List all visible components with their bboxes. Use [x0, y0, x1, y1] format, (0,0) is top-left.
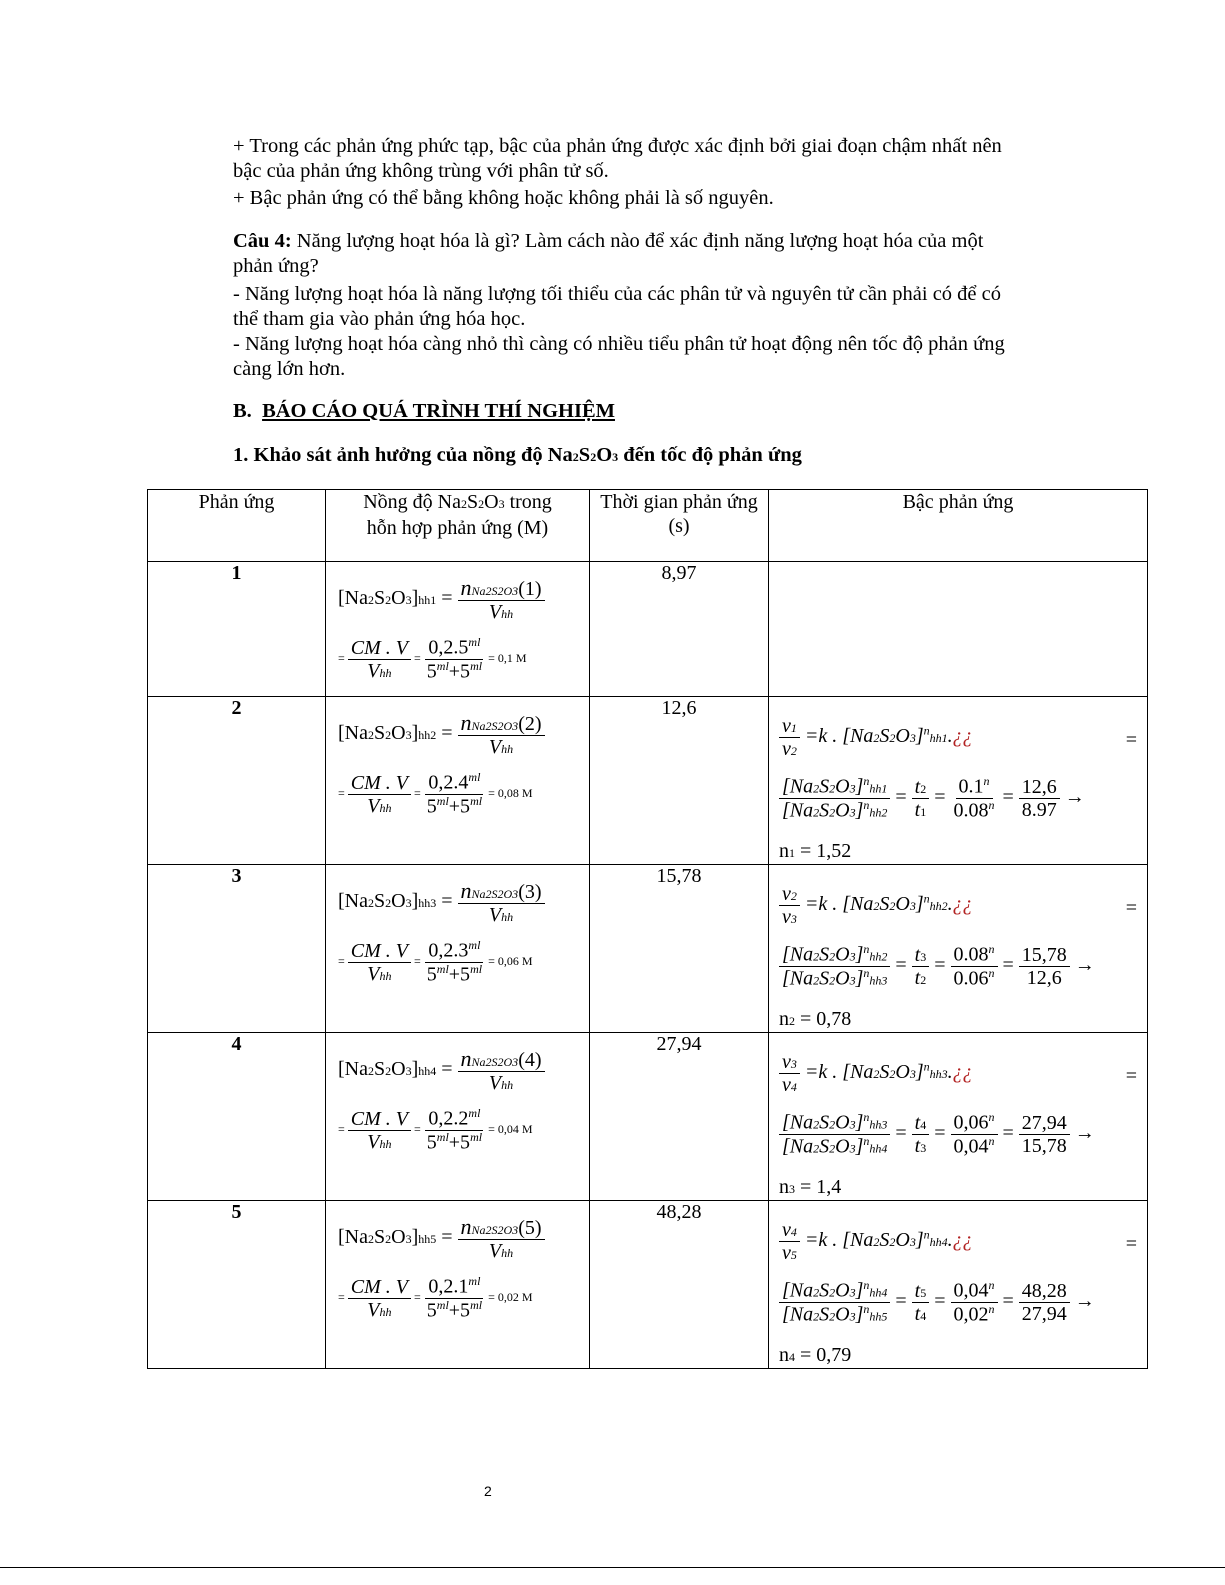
rate-ratio: $\frac{v1}{v2}$ =k . $[Na2S2O3]^nhh1.¿¿$ = — [779, 715, 1137, 760]
order-result: n1 = 1,52 — [779, 840, 852, 862]
rate-ratio: $\frac{v2}{v3}$ =k . $[Na2S2O3]^nhh2.¿¿$ = — [779, 883, 1137, 928]
concentration-formula: [Na2S2O3]hh3 = $\frac{\text{nNa2S2O3(3)}}{\text{Vhh}}$ — [338, 879, 545, 926]
time-cell: 15,78 — [590, 865, 769, 1033]
answer-line-2: - Năng lượng hoạt hóa càng nhỏ thì càng có nhiều tiểu phân tử hoạt động nên tốc độ phản ứng càng lớn hơn. — [233, 333, 1005, 380]
header-conc-a: Nồng độ Na — [363, 491, 461, 513]
concentration-calc: = $\frac{CM . V}{\text{Vhh}}$ = $\frac{0,2.3^{ml}}{5^{ml}+5^{ml}}$ = 0,06 M — [338, 938, 533, 986]
time-cell: 27,94 — [590, 1033, 769, 1201]
concentration-calc: = $\frac{CM . V}{\text{Vhh}}$ = $\frac{0,2.1^{ml}}{5^{ml}+5^{ml}}$ = 0,02 M — [338, 1274, 533, 1322]
table-row — [148, 697, 1148, 865]
intro-paragraph-1: + Trong các phản ứng phức tạp, bậc của phản ứng được xác định bởi giai đoạn chậm nhất nên bậc của phản ứng không trùng với phân tử số. — [233, 135, 1002, 182]
subsection-sub-2: 2 — [590, 450, 597, 464]
header-time: Thời gian phản ứng (s) — [590, 490, 769, 562]
header-reaction: Phản ứng — [148, 490, 326, 562]
concentration-cell — [326, 1033, 590, 1201]
subsection-mid-2: O — [596, 444, 613, 466]
reaction-number: 5 — [148, 1201, 326, 1369]
time-cell: 8,97 — [590, 562, 769, 697]
reaction-number: 2 — [148, 697, 326, 865]
rate-ratio: $\frac{v4}{v5}$ =k . $[Na2S2O3]^nhh4.¿¿$ = — [779, 1219, 1137, 1264]
header-concentration: Nồng độ Na2S2O3 trong hỗn hợp phản ứng (M) — [326, 490, 590, 562]
section-b-heading — [233, 399, 1013, 424]
concentration-calc: = $\frac{CM . V}{\text{Vhh}}$ = $\frac{0,2.4^{ml}}{5^{ml}+5^{ml}}$ = 0,08 M — [338, 770, 533, 818]
order-result: n2 = 0,78 — [779, 1008, 852, 1030]
order-result: n3 = 1,4 — [779, 1176, 842, 1198]
concentration-calc: = $\frac{CM . V}{\text{Vhh}}$ = $\frac{0,2.5^{ml}}{5^{ml}+5^{ml}}$ = 0,1 M — [338, 635, 527, 683]
concentration-formula: [Na2S2O3]hh2 = $\frac{\text{nNa2S2O3(2)}}{\text{Vhh}}$ — [338, 711, 545, 758]
reaction-number: 4 — [148, 1033, 326, 1201]
table-row — [148, 1033, 1148, 1201]
answer-line-1: - Năng lượng hoạt hóa là năng lượng tối thiểu của các phân tử và nguyên tử cần phải có để có thể tham gia vào phản ứng hóa học. — [233, 283, 1002, 330]
header-conc-e: hỗn hợp phản ứng (M) — [366, 517, 549, 539]
order-result: n4 = 0,79 — [779, 1344, 852, 1366]
time-cell: 12,6 — [590, 697, 769, 865]
time-cell: 48,28 — [590, 1201, 769, 1369]
order-cell — [769, 1201, 1148, 1369]
table-row — [148, 865, 1148, 1033]
concentration-cell — [326, 865, 590, 1033]
subsection-pre: 1. Khảo sát ảnh hưởng của nồng độ Na — [233, 444, 573, 466]
rate-ratio: $\frac{v3}{v4}$ =k . $[Na2S2O3]^nhh3.¿¿$ = — [779, 1051, 1137, 1096]
page-number: 2 — [484, 1483, 492, 1499]
experiment-table — [147, 489, 1148, 1369]
order-cell — [769, 562, 1148, 697]
concentration-formula: [Na2S2O3]hh5 = $\frac{\text{nNa2S2O3(5)}}{\text{Vhh}}$ — [338, 1215, 545, 1262]
section-b-label: B. — [233, 400, 252, 422]
subsection-post: đến tốc độ phản ứng — [618, 444, 802, 466]
reaction-number: 3 — [148, 865, 326, 1033]
subsection-sub-1: 2 — [572, 450, 579, 464]
table-row — [148, 1201, 1148, 1369]
order-cell — [769, 1033, 1148, 1201]
concentration-formula: [Na2S2O3]hh1 = $\frac{\text{nNa2S2O3(1)}}{\text{Vhh}}$ — [338, 576, 545, 623]
footer-line — [0, 1567, 1225, 1568]
subsection-sub-3: 3 — [612, 450, 619, 464]
concentration-calc: = $\frac{CM . V}{\text{Vhh}}$ = $\frac{0,2.2^{ml}}{5^{ml}+5^{ml}}$ = 0,04 M — [338, 1106, 533, 1154]
order-cell — [769, 697, 1148, 865]
subsection-mid: S — [578, 444, 591, 466]
header-conc-b: S — [466, 491, 479, 513]
concentration-cell — [326, 1201, 590, 1369]
header-order: Bậc phản ứng — [769, 490, 1148, 562]
header-conc-c: O — [484, 491, 499, 513]
concentration-ratio: $\frac{[Na2S2O3]^nhh1}{[Na2S2O3]^nhh2}$ = $\frac{t2}{t1}$ = $\frac{0.1^n}{0.08^n}$ = $\frac{12,6}{8.97}$ → — [779, 775, 1137, 821]
concentration-ratio: $\frac{[Na2S2O3]^nhh3}{[Na2S2O3]^nhh4}$ = $\frac{t4}{t3}$ = $\frac{0,06^n}{0,04^n}$ = $\frac{27,94}{15,78}$ → — [779, 1111, 1137, 1157]
reaction-number: 1 — [148, 562, 326, 697]
question-4 — [233, 229, 1013, 279]
concentration-formula: [Na2S2O3]hh4 = $\frac{\text{nNa2S2O3(4)}}{\text{Vhh}}$ — [338, 1047, 545, 1094]
question-label: Câu 4: — [233, 230, 292, 252]
table-row — [148, 562, 1148, 697]
order-cell — [769, 865, 1148, 1033]
section-b-title: BÁO CÁO QUÁ TRÌNH THÍ NGHIỆM — [262, 400, 615, 422]
concentration-cell — [326, 562, 590, 697]
intro-paragraph-2: + Bậc phản ứng có thể bằng không hoặc không phải là số nguyên. — [233, 187, 774, 209]
concentration-ratio: $\frac{[Na2S2O3]^nhh2}{[Na2S2O3]^nhh3}$ = $\frac{t3}{t2}$ = $\frac{0.08^n}{0.06^n}$ = $\frac{15,78}{12,6}$ → — [779, 943, 1137, 989]
concentration-ratio: $\frac{[Na2S2O3]^nhh4}{[Na2S2O3]^nhh5}$ = $\frac{t5}{t4}$ = $\frac{0,04^n}{0,02^n}$ = $\frac{48,28}{27,94}$ → — [779, 1279, 1137, 1325]
question-text: Năng lượng hoạt hóa là gì? Làm cách nào để xác định năng lượng hoạt hóa của một phản ứng? — [233, 230, 984, 277]
subsection-heading — [233, 443, 1013, 470]
concentration-cell — [326, 697, 590, 865]
header-conc-d: trong — [504, 491, 552, 513]
table-header-row — [148, 490, 1148, 562]
